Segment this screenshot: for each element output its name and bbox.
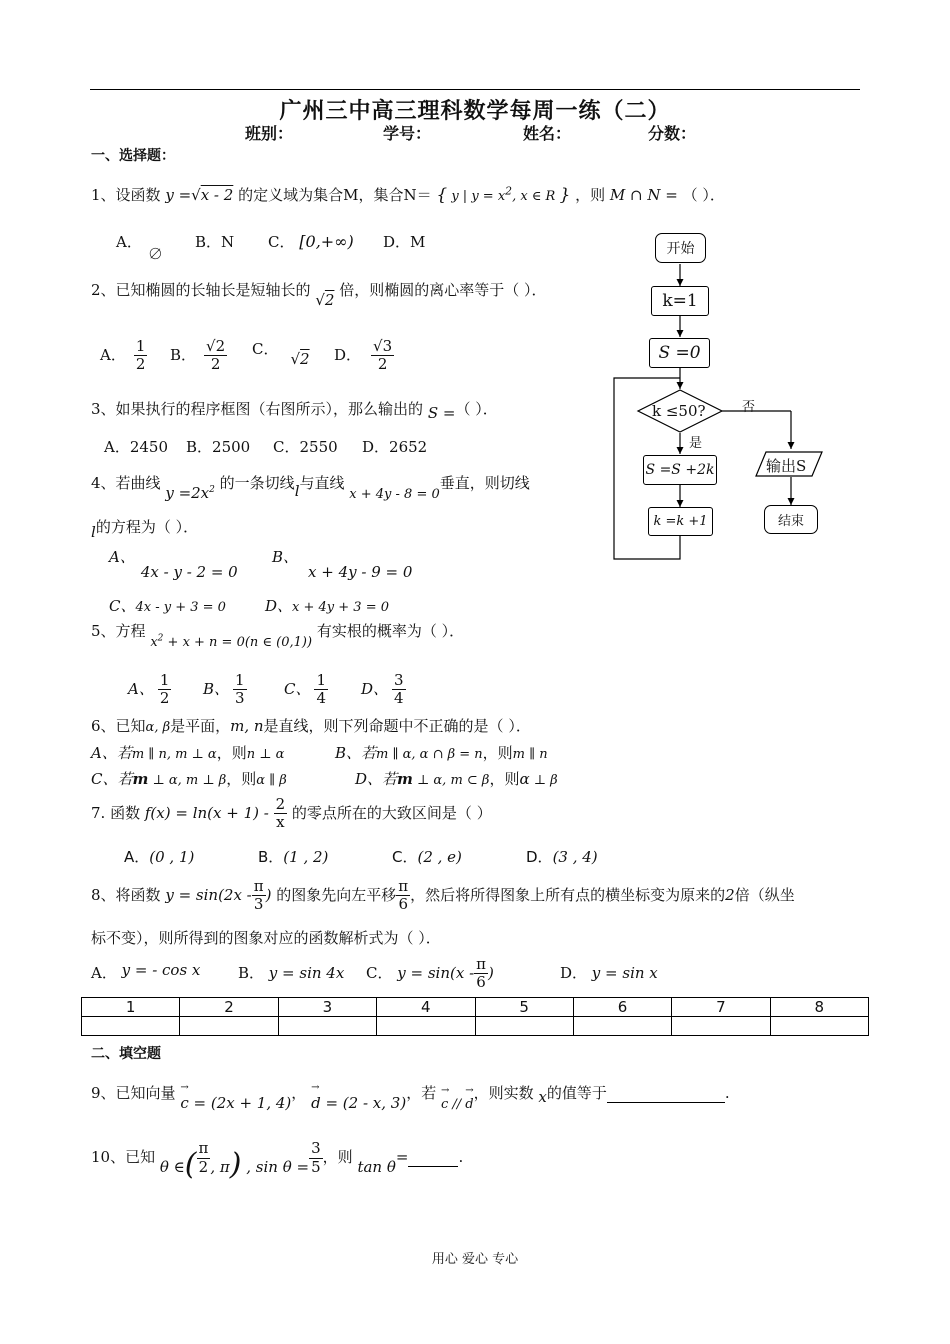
math-expr: M ∩ N = xyxy=(609,186,678,204)
flowchart-update-k: k =k +1 xyxy=(648,507,713,536)
answer-header-cell: 4 xyxy=(377,998,475,1017)
question-2: 2、已知椭圆的长轴长是短轴长的 √2 倍，则椭圆的离心率等于（ ）． xyxy=(91,281,547,309)
flowchart-start: 开始 xyxy=(655,233,706,263)
q6-option-b: B、若m ∥ α, α ∩ β = n，则m ∥ n xyxy=(335,744,548,762)
q6-option-d: D、若m ⊥ α, m ⊂ β，则α ⊥ β xyxy=(355,770,558,788)
answer-header-cell: 6 xyxy=(573,998,671,1017)
answer-header-cell: 5 xyxy=(475,998,573,1017)
q1-option-a: A．∅ xyxy=(116,233,163,263)
math-expr: y | $y = x^2$, x ∈ R xyxy=(447,184,560,204)
answer-cell[interactable] xyxy=(770,1017,868,1036)
question-6: 6、已知α, β是平面，m, n是直线，则下列命题中不正确的是（ ）． xyxy=(91,717,531,735)
q9-answer-blank[interactable] xyxy=(607,1084,725,1103)
q3-option-a: A．2450 xyxy=(104,438,169,456)
top-rule xyxy=(90,89,860,90)
answer-header-cell: 8 xyxy=(770,998,868,1017)
answer-cell[interactable] xyxy=(82,1017,180,1036)
flowchart-init-s: S =0 xyxy=(649,338,710,368)
answer-cell[interactable] xyxy=(180,1017,278,1036)
flowchart-yes-label: 是 xyxy=(689,436,703,451)
q1-option-b: B．N xyxy=(195,233,235,251)
section-title-fill: 二、填空题 xyxy=(91,1046,161,1062)
answer-header-cell: 3 xyxy=(278,998,376,1017)
math-expr: { xyxy=(436,185,448,205)
q4-option-d: D、x + 4y + 3 = 0 xyxy=(265,597,389,615)
q5-option-b: B、 $\frac{1}{3}$ xyxy=(203,671,245,708)
q5-option-c: C、 $\frac{1}{4}$ xyxy=(284,671,327,708)
flowchart-no-label: 否 xyxy=(742,400,756,415)
q1-option-c: C． [0,+∞) xyxy=(268,232,354,251)
q2-option-d: D． $\frac{√3}{2}$ xyxy=(334,337,393,374)
q1-option-d: D．M xyxy=(383,233,426,251)
question-5: 5、方程 $x^2 + x + n = 0(n$ ∈ (0,1)) 有实根的概率为（ ）． xyxy=(91,622,465,650)
q6-option-a: A、若m ∥ n, m ⊥ α，则n ⊥ α xyxy=(91,744,285,762)
answer-header-cell: 7 xyxy=(672,998,770,1017)
page-title: 广州三中高三理科数学每周一练（二） xyxy=(279,99,671,124)
flowchart-init-k: k=1 xyxy=(651,286,709,316)
answer-header-cell: 1 xyxy=(82,998,180,1017)
q8-option-b: B． y = sin 4x xyxy=(238,964,345,982)
question-4-cont: l的方程为（ ）． xyxy=(91,518,199,541)
q7-option-b: B．(1 , 2) xyxy=(258,848,329,866)
q3-option-b: B．2500 xyxy=(186,438,251,456)
question-4: 4、若曲线 $y =2x^2$ 的一条切线l与直线 x + 4y - 8 = 0垂直，则切线 xyxy=(91,474,530,502)
answer-cell[interactable] xyxy=(278,1017,376,1036)
q2-option-a: A． $\frac{1}{2}$ xyxy=(100,337,146,374)
question-10: 10、已知 θ ∈( $\frac{\pi}{2}$ , π) , sin θ = $\frac{3}{5}$ ，则 tan θ= . xyxy=(91,1139,464,1182)
q2-option-b: B． $\frac{√2}{2}$ xyxy=(170,337,226,374)
answer-cell[interactable] xyxy=(475,1017,573,1036)
q7-option-a: A．(0 , 1) xyxy=(124,848,195,866)
page-footer: 用心 爱心 专心 xyxy=(431,1252,519,1267)
flowchart-output: 输出S xyxy=(766,457,807,475)
q7-option-c: C．(2 , e) xyxy=(392,848,462,866)
q6-option-c: C、若m ⊥ α, m ⊥ β，则α ∥ β xyxy=(91,770,287,788)
q4-option-a: A、4x - y - 2 = 0 xyxy=(109,548,238,581)
student-id-label: 学号： xyxy=(383,124,432,143)
math-expr: y =√x - 2 xyxy=(165,186,234,204)
q8-option-a: A． y = - cos x xyxy=(91,961,201,982)
question-8-cont: 标不变），则所得到的图象对应的函数解析式为（ ）． xyxy=(91,929,441,947)
q4-option-c: C、4x - y + 3 = 0 xyxy=(109,597,226,615)
q8-option-c: C． y = sin(x - $\frac{\pi}{6}$ ) xyxy=(366,955,494,992)
q7-option-d: D．(3 , 4) xyxy=(526,848,598,866)
answer-header-cell: 2 xyxy=(180,998,278,1017)
answer-cell[interactable] xyxy=(377,1017,475,1036)
q8-option-d: D． y = sin x xyxy=(560,964,658,982)
question-8: 8、将函数 y = sin(2x - $\frac{\pi}{3}$ ) 的图象先向左平移 $\frac{\pi}{6}$ ，然后将所得图象上所有点的横坐标变为原来的2倍（纵坐 xyxy=(91,877,795,914)
answer-cell[interactable] xyxy=(573,1017,671,1036)
question-9: 9、已知向量 → c = (2x + 1, 4)， → d = (2 - x, 3)，若 → c // → d，则实数 x的值等于 . xyxy=(91,1082,730,1103)
q5-option-a: A、 $\frac{1}{2}$ xyxy=(128,671,170,708)
score-label: 分数： xyxy=(648,124,697,143)
answer-table xyxy=(81,997,869,1036)
class-label: 班别： xyxy=(245,124,294,143)
answer-table-header-row xyxy=(82,998,869,1017)
flowchart-condition: k ≤50? xyxy=(652,402,706,420)
flowchart-update-s: S =S +2k xyxy=(643,455,717,485)
q5-option-d: D、 $\frac{3}{4}$ xyxy=(361,671,404,708)
q4-option-b: B、x + 4y - 9 = 0 xyxy=(272,548,413,581)
q10-answer-blank[interactable] xyxy=(408,1148,458,1167)
q2-option-c: C．√2 xyxy=(252,340,310,368)
flowchart-end: 结束 xyxy=(764,505,818,534)
answer-table-row xyxy=(82,1017,869,1036)
section-title-choice: 一、选择题： xyxy=(91,148,175,164)
question-3: 3、如果执行的程序框图（右图所示），那么输出的 S =（ ）． xyxy=(91,400,498,422)
q3-option-d: D．2652 xyxy=(362,438,428,456)
name-label: 姓名： xyxy=(523,124,572,143)
question-1: 1、设函数 y =√x - 2 的定义域为集合M，集合N＝ { y | $y = x^2$, x ∈ R } ，则 M ∩ N = （ ）． xyxy=(91,184,725,205)
answer-cell[interactable] xyxy=(672,1017,770,1036)
question-7: 7. 函数 f(x) = ln(x + 1) - $\frac{2}{x}$ 的零点所在的大致区间是（ ） xyxy=(91,795,492,832)
q3-option-c: C．2550 xyxy=(273,438,338,456)
